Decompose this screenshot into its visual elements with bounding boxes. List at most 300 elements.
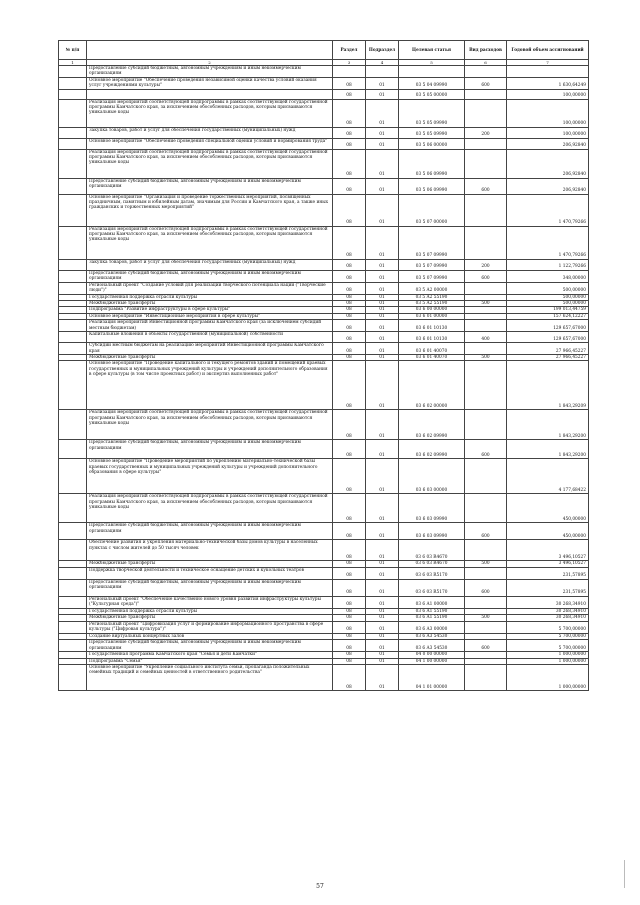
row-expense-type: 600 — [465, 77, 507, 89]
row-amount: 3 496,10527 — [507, 561, 589, 567]
row-target-article: 03 5 05 09990 — [399, 127, 465, 138]
row-amount: 199 013,44759 — [507, 307, 589, 313]
row-subsection: 01 — [366, 194, 399, 226]
row-target-article: 03 6 03 09990 — [399, 523, 465, 540]
budget-table — [58, 40, 589, 691]
row-target-article: 03 5 05 09990 — [399, 99, 465, 127]
row-target-article: 03 6 A1 55190 — [399, 615, 465, 621]
row-subsection: 01 — [366, 652, 399, 658]
row-target-article: 03 6 03 00000 — [399, 459, 465, 494]
table-row — [59, 523, 589, 540]
row-subsection — [366, 66, 399, 78]
row-amount: 4 177,68422 — [507, 459, 589, 494]
table-row — [59, 361, 589, 410]
row-target-article: 03 6 03 R4670 — [399, 540, 465, 561]
row-section: 08 — [333, 259, 366, 270]
row-subsection: 01 — [366, 226, 399, 259]
row-number-cell — [59, 89, 87, 99]
row-number-cell — [59, 440, 87, 459]
table-row — [59, 66, 589, 78]
row-amount: 1 470,79266 — [507, 194, 589, 226]
row-target-article: 03 5 07 09990 — [399, 226, 465, 259]
row-amount: 5 700,00000 — [507, 621, 589, 633]
row-number-cell — [59, 149, 87, 178]
row-description: Реализация мероприятий Инвестиционной программы Камчатского края (за исключением субсидий местным бюджетам) — [87, 320, 333, 332]
row-target-article: 04 1 00 00000 — [399, 658, 465, 664]
row-target-article: 03 5 07 00000 — [399, 194, 465, 226]
column-index: 7 — [507, 60, 589, 66]
row-amount: 27 966,45227 — [507, 343, 589, 355]
row-subsection: 01 — [366, 77, 399, 89]
row-number-cell — [59, 410, 87, 440]
row-amount: 100,00000 — [507, 89, 589, 99]
row-description: Основное мероприятие "Проведение капитального и текущего ремонтов зданий и помещений краевых государственных и муниципальных учреждений культуры и учреждений дополнительного образования в сфере культуры (в том числе проектных работ) и экспертиз выполненных работ" — [87, 361, 333, 410]
row-section: 08 — [333, 596, 366, 608]
row-description: Капитальные вложения в объекты государственной (муниципальной) собственности — [87, 332, 333, 343]
table-row — [59, 494, 589, 523]
row-amount: 231,57895 — [507, 579, 589, 596]
row-number-cell — [59, 640, 87, 652]
row-section: 08 — [333, 99, 366, 127]
row-section: 08 — [333, 633, 366, 639]
row-section — [333, 66, 366, 78]
row-subsection: 01 — [366, 282, 399, 294]
row-target-article: 03 6 03 R5170 — [399, 567, 465, 579]
row-expense-type — [465, 226, 507, 259]
row-subsection: 01 — [366, 664, 399, 690]
row-expense-type — [465, 459, 507, 494]
table-row — [59, 127, 589, 138]
row-subsection: 01 — [366, 301, 399, 307]
row-amount: 129 657,67000 — [507, 332, 589, 343]
row-subsection: 01 — [366, 615, 399, 621]
row-description: Региональный проект "Обеспечение качественно нового уровня развития инфраструктуры культуры ("Культурная среда")" — [87, 596, 333, 608]
row-expense-type: 600 — [465, 523, 507, 540]
row-number-cell — [59, 127, 87, 138]
row-target-article: 03 6 01 40070 — [399, 355, 465, 361]
table-row — [59, 138, 589, 149]
row-target-article: 03 6 A1 55190 — [399, 608, 465, 614]
row-section: 08 — [333, 282, 366, 294]
table-row — [59, 282, 589, 294]
row-subsection: 01 — [366, 149, 399, 178]
row-subsection: 01 — [366, 294, 399, 300]
row-subsection: 01 — [366, 523, 399, 540]
row-expense-type — [465, 621, 507, 633]
row-section: 08 — [333, 320, 366, 332]
row-description: Региональный проект "Цифровизация услуг и формирование информационного пространства в сфере культуры ("Цифровая культура")" — [87, 621, 333, 633]
row-expense-type: 500 — [465, 561, 507, 567]
row-amount: 3 496,10527 — [507, 540, 589, 561]
row-amount: 348,00000 — [507, 270, 589, 282]
row-target-article: 03 5 A2 00000 — [399, 282, 465, 294]
row-subsection: 01 — [366, 343, 399, 355]
row-amount: 1 843,29209 — [507, 361, 589, 410]
row-description: Региональный проект "Создание условий для реализации творческого потенциала нации ("Творческие люди")" — [87, 282, 333, 294]
row-section: 08 — [333, 89, 366, 99]
row-section: 08 — [333, 459, 366, 494]
row-amount: 450,00000 — [507, 494, 589, 523]
row-target-article: 03 6 A3 00000 — [399, 621, 465, 633]
row-section: 08 — [333, 440, 366, 459]
row-amount: 30 268,34910 — [507, 608, 589, 614]
row-amount: 30 268,34910 — [507, 596, 589, 608]
table-row — [59, 440, 589, 459]
row-target-article: 04 1 01 00000 — [399, 664, 465, 690]
row-section: 08 — [333, 270, 366, 282]
row-target-article: 03 5 A2 55190 — [399, 294, 465, 300]
row-number-cell — [59, 579, 87, 596]
row-expense-type — [465, 89, 507, 99]
row-expense-type — [465, 149, 507, 178]
row-subsection: 01 — [366, 640, 399, 652]
table-row — [59, 89, 589, 99]
row-section: 08 — [333, 652, 366, 658]
row-target-article: 04 0 00 00000 — [399, 652, 465, 658]
row-subsection: 01 — [366, 332, 399, 343]
row-section: 08 — [333, 313, 366, 319]
row-section: 08 — [333, 226, 366, 259]
row-description: Межбюджетные трансферты — [87, 615, 333, 621]
row-target-article: 03 6 00 00000 — [399, 307, 465, 313]
row-description: Межбюджетные трансферты — [87, 301, 333, 307]
row-target-article: 03 5 06 00000 — [399, 138, 465, 149]
row-amount: 206,92840 — [507, 149, 589, 178]
row-number-cell — [59, 540, 87, 561]
row-target-article: 03 6 A3 54530 — [399, 640, 465, 652]
row-description: Реализация мероприятий соответствующей подпрограммы в рамках соответствующей государственной программы Камчатского края, за исключением обособленных расходов, которым присваиваются уникальные коды — [87, 99, 333, 127]
row-expense-type — [465, 194, 507, 226]
row-amount: 5 700,00000 — [507, 640, 589, 652]
row-expense-type: 600 — [465, 440, 507, 459]
row-expense-type: 200 — [465, 259, 507, 270]
row-target-article: 03 5 07 09990 — [399, 270, 465, 282]
row-amount: 500,00000 — [507, 294, 589, 300]
scan-edge-mark — [624, 860, 625, 888]
row-amount: 1 843,29200 — [507, 410, 589, 440]
row-description: Предоставление субсидий бюджетным, автономным учреждениям и иным некоммерческим организациям — [87, 579, 333, 596]
row-number-cell — [59, 99, 87, 127]
column-index: 6 — [465, 60, 507, 66]
row-description: Предоставление субсидий бюджетным, автономным учреждениям и иным некоммерческим организациям — [87, 440, 333, 459]
row-section: 08 — [333, 523, 366, 540]
row-amount: 1 630,64249 — [507, 77, 589, 89]
row-subsection: 01 — [366, 259, 399, 270]
row-number-cell — [59, 138, 87, 149]
row-subsection: 01 — [366, 459, 399, 494]
row-expense-type — [465, 664, 507, 690]
header-number: № п/п — [59, 41, 87, 60]
row-description: Создание виртуальных концертных залов — [87, 633, 333, 639]
row-subsection: 01 — [366, 494, 399, 523]
row-description: Закупка товаров, работ и услуг для обеспечения государственных (муниципальных) нужд — [87, 127, 333, 138]
row-subsection: 01 — [366, 633, 399, 639]
row-section: 08 — [333, 567, 366, 579]
row-subsection: 01 — [366, 89, 399, 99]
header-expense-type: Вид расходов — [465, 41, 507, 60]
row-amount: 5 700,00000 — [507, 633, 589, 639]
row-target-article: 03 5 05 00000 — [399, 89, 465, 99]
row-subsection: 01 — [366, 178, 399, 194]
row-subsection: 01 — [366, 658, 399, 664]
row-section: 08 — [333, 608, 366, 614]
row-target-article: 03 6 02 09990 — [399, 410, 465, 440]
header-annual-amount: Годовой объем ассигнований — [507, 41, 589, 60]
row-expense-type — [465, 320, 507, 332]
column-index: 2 — [87, 60, 333, 66]
row-number-cell — [59, 320, 87, 332]
row-expense-type: 600 — [465, 270, 507, 282]
page-number: 57 — [316, 883, 324, 890]
row-subsection: 01 — [366, 320, 399, 332]
row-target-article: 03 6 03 R5170 — [399, 579, 465, 596]
row-section: 08 — [333, 343, 366, 355]
row-description: Предоставление субсидий бюджетным, автономным учреждениям и иным некоммерческим организациям — [87, 523, 333, 540]
row-expense-type: 600 — [465, 640, 507, 652]
row-expense-type: 600 — [465, 579, 507, 596]
table-row — [59, 226, 589, 259]
row-section: 08 — [333, 664, 366, 690]
row-section: 08 — [333, 138, 366, 149]
row-target-article: 03 5 06 09990 — [399, 149, 465, 178]
row-subsection: 01 — [366, 361, 399, 410]
table-row — [59, 596, 589, 608]
row-target-article: 03 5 A2 55190 — [399, 301, 465, 307]
header-name — [87, 41, 333, 60]
row-section: 08 — [333, 294, 366, 300]
row-amount: 1 000,00000 — [507, 652, 589, 658]
header-subsection: Подраздел — [366, 41, 399, 60]
row-subsection: 01 — [366, 596, 399, 608]
table-row — [59, 259, 589, 270]
row-amount: 500,00000 — [507, 282, 589, 294]
table-row — [59, 579, 589, 596]
table-row — [59, 77, 589, 89]
row-description: Основное мероприятие "Инвестиционные мероприятия в сфере культуры" — [87, 313, 333, 319]
row-amount — [507, 66, 589, 78]
row-section: 08 — [333, 127, 366, 138]
row-number-cell — [59, 343, 87, 355]
row-target-article: 03 6 A3 54530 — [399, 633, 465, 639]
row-subsection: 01 — [366, 608, 399, 614]
row-number-cell — [59, 459, 87, 494]
row-description: Межбюджетные трансферты — [87, 355, 333, 361]
row-amount: 1 000,00000 — [507, 664, 589, 690]
row-expense-type — [465, 282, 507, 294]
row-description: Основное мероприятие "Обеспечение проведения независимой оценки качества условий оказания услуг учреждениями культуры" — [87, 77, 333, 89]
row-number-cell — [59, 77, 87, 89]
row-subsection: 01 — [366, 355, 399, 361]
row-amount: 157 624,12227 — [507, 313, 589, 319]
row-description: Предоставление субсидий бюджетным, автономным учреждениям и иным некоммерческим организациям — [87, 640, 333, 652]
row-expense-type: 400 — [465, 332, 507, 343]
row-expense-type — [465, 567, 507, 579]
row-number-cell — [59, 596, 87, 608]
row-expense-type — [465, 596, 507, 608]
table-body — [59, 66, 589, 691]
row-amount: 100,00000 — [507, 127, 589, 138]
row-description: Реализация мероприятий соответствующей подпрограммы в рамках соответствующей государственной программы Камчатского края, за исключением обособленных расходов, которым присваиваются уникальные коды — [87, 149, 333, 178]
row-number-cell — [59, 259, 87, 270]
row-subsection: 01 — [366, 99, 399, 127]
row-amount: 500,00000 — [507, 301, 589, 307]
row-description: Государственная поддержка отрасли культуры — [87, 294, 333, 300]
row-description: Государственная программа Камчатского края "Семья и дети Камчатки" — [87, 652, 333, 658]
table-row — [59, 149, 589, 178]
row-number-cell — [59, 226, 87, 259]
row-expense-type: 500 — [465, 355, 507, 361]
table-row — [59, 332, 589, 343]
row-description: Закупка товаров, работ и услуг для обеспечения государственных (муниципальных) нужд — [87, 259, 333, 270]
row-amount: 231,57895 — [507, 567, 589, 579]
row-description: Предоставление субсидий бюджетным, автономным учреждениям и иным некоммерческим организациям — [87, 66, 333, 78]
row-expense-type — [465, 66, 507, 78]
table-row — [59, 410, 589, 440]
row-expense-type: 200 — [465, 127, 507, 138]
row-number-cell — [59, 332, 87, 343]
row-number-cell — [59, 282, 87, 294]
column-index: 5 — [399, 60, 465, 66]
row-description: Основное мероприятие "Организация и проведение торжественных мероприятий, посвященных праздничным, памятным и юбилейным датам, значимым для России и Камчатского края, а также иных гражданских и торжественных мероприятий" — [87, 194, 333, 226]
row-subsection: 01 — [366, 561, 399, 567]
header-target-article: Целевая статья — [399, 41, 465, 60]
row-description: Основное мероприятие "Обеспечение проведения специальной оценки условий и нормирования труда" — [87, 138, 333, 149]
row-amount: 27 966,45227 — [507, 355, 589, 361]
table-row — [59, 640, 589, 652]
row-expense-type — [465, 343, 507, 355]
table-row — [59, 320, 589, 332]
row-section: 08 — [333, 178, 366, 194]
row-target-article: 03 6 A1 00000 — [399, 596, 465, 608]
row-expense-type: 500 — [465, 301, 507, 307]
row-subsection: 01 — [366, 579, 399, 596]
row-section: 08 — [333, 615, 366, 621]
row-amount: 30 268,34910 — [507, 615, 589, 621]
row-expense-type: 500 — [465, 615, 507, 621]
table-row — [59, 178, 589, 194]
row-number-cell — [59, 270, 87, 282]
row-subsection: 01 — [366, 440, 399, 459]
row-description: Подпрограмма "Развитие инфраструктуры в сфере культуры" — [87, 307, 333, 313]
row-description: Межбюджетные трансферты — [87, 561, 333, 567]
row-target-article: 03 6 02 09990 — [399, 440, 465, 459]
row-target-article: 03 6 01 10130 — [399, 320, 465, 332]
row-section: 08 — [333, 194, 366, 226]
row-description: Субсидии местным бюджетам на реализацию мероприятий Инвестиционной программы Камчатского края — [87, 343, 333, 355]
row-subsection: 01 — [366, 270, 399, 282]
row-number-cell — [59, 361, 87, 410]
row-subsection: 01 — [366, 540, 399, 561]
row-section: 08 — [333, 540, 366, 561]
budget-table-page — [58, 40, 588, 691]
row-section: 08 — [333, 149, 366, 178]
row-expense-type — [465, 99, 507, 127]
table-row — [59, 664, 589, 690]
row-section: 08 — [333, 355, 366, 361]
row-target-article: 03 6 03 R4670 — [399, 561, 465, 567]
row-number-cell — [59, 194, 87, 226]
row-description: Государственная поддержка отрасли культуры — [87, 608, 333, 614]
row-target-article: 03 6 01 40070 — [399, 343, 465, 355]
row-subsection: 01 — [366, 621, 399, 633]
header-row — [59, 41, 589, 60]
row-target-article: 03 6 03 09990 — [399, 494, 465, 523]
row-subsection: 01 — [366, 410, 399, 440]
row-expense-type — [465, 138, 507, 149]
row-amount: 450,00000 — [507, 523, 589, 540]
row-section: 08 — [333, 410, 366, 440]
row-section: 08 — [333, 579, 366, 596]
row-subsection: 01 — [366, 138, 399, 149]
row-section: 08 — [333, 621, 366, 633]
row-description: Обеспечение развития и укрепления материально-технической базы домов культуры в населенных пунктах с числом жителей до 50 тысяч человек — [87, 540, 333, 561]
row-description: Предоставление субсидий бюджетным, автономным учреждениям и иным некоммерческим организациям — [87, 178, 333, 194]
row-amount: 1 843,29200 — [507, 440, 589, 459]
row-section: 08 — [333, 332, 366, 343]
header-section: Раздел — [333, 41, 366, 60]
row-section: 08 — [333, 640, 366, 652]
row-target-article: 03 6 01 00000 — [399, 313, 465, 319]
row-subsection: 01 — [366, 567, 399, 579]
row-amount: 129 657,67000 — [507, 320, 589, 332]
row-target-article: 03 6 02 00000 — [399, 361, 465, 410]
row-amount: 1 122,79266 — [507, 259, 589, 270]
row-expense-type — [465, 540, 507, 561]
row-amount: 1 000,00000 — [507, 658, 589, 664]
row-number-cell — [59, 621, 87, 633]
row-number-cell — [59, 66, 87, 78]
row-target-article — [399, 66, 465, 78]
row-target-article: 03 5 06 09990 — [399, 178, 465, 194]
row-expense-type — [465, 410, 507, 440]
table-row — [59, 99, 589, 127]
row-description: Подпрограмма "Семья" — [87, 658, 333, 664]
row-section: 08 — [333, 561, 366, 567]
table-row — [59, 567, 589, 579]
row-description: Основное мероприятие "Проведение мероприятий по укреплению материально-технической базы краевых государственных и муниципальных учреждений культуры и учреждений дополнительного образования в сфере культуры" — [87, 459, 333, 494]
table-row — [59, 270, 589, 282]
row-number-cell — [59, 567, 87, 579]
row-description: Основное мероприятие "Укрепление социального института семьи, пропаганда положительных семейных традиций и семейных ценностей в ответственного родительства" — [87, 664, 333, 690]
row-description: Реализация мероприятий соответствующей подпрограммы в рамках соответствующей государственной программы Камчатского края, за исключением обособленных расходов, которым присваиваются уникальные коды — [87, 410, 333, 440]
row-description — [87, 89, 333, 99]
row-target-article: 03 6 01 10130 — [399, 332, 465, 343]
table-row — [59, 621, 589, 633]
table-row — [59, 459, 589, 494]
row-expense-type — [465, 361, 507, 410]
row-description: Реализация мероприятий соответствующей подпрограммы в рамках соответствующей государственной программы Камчатского края, за исключением обособленных расходов, которым присваиваются уникальные коды — [87, 494, 333, 523]
row-subsection: 01 — [366, 313, 399, 319]
row-description: Предоставление субсидий бюджетным, автономным учреждениям и иным некоммерческим организациям — [87, 270, 333, 282]
row-section: 08 — [333, 301, 366, 307]
row-amount: 100,00000 — [507, 99, 589, 127]
row-subsection: 01 — [366, 127, 399, 138]
row-target-article: 03 5 04 09990 — [399, 77, 465, 89]
row-amount: 206,92840 — [507, 178, 589, 194]
row-section: 08 — [333, 658, 366, 664]
table-row — [59, 343, 589, 355]
row-expense-type — [465, 494, 507, 523]
column-index: 3 — [333, 60, 366, 66]
row-number-cell — [59, 494, 87, 523]
row-number-cell — [59, 178, 87, 194]
table-row — [59, 194, 589, 226]
row-amount: 1 470,79266 — [507, 226, 589, 259]
column-index: 4 — [366, 60, 399, 66]
row-amount: 206,92840 — [507, 138, 589, 149]
row-section: 08 — [333, 361, 366, 410]
row-section: 08 — [333, 77, 366, 89]
